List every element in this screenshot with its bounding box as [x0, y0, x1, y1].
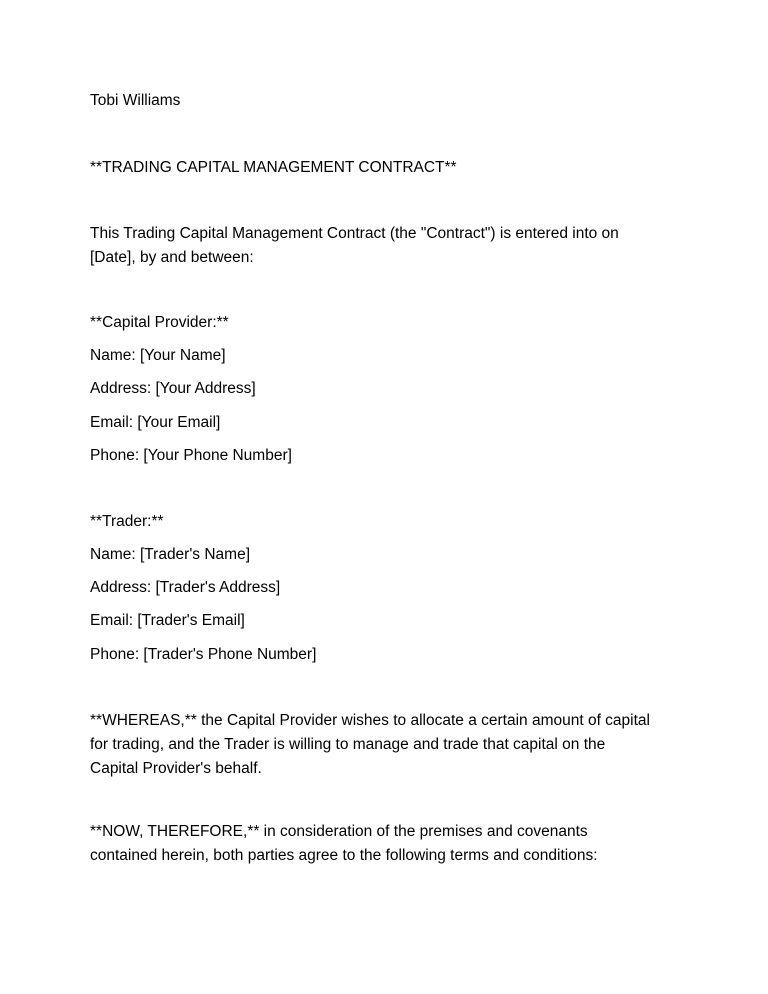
trader-address: Address: [Trader's Address] [90, 579, 281, 596]
whereas-line-3: Capital Provider's behalf. [90, 760, 262, 777]
trader-heading: **Trader:** [90, 513, 164, 530]
now-therefore-line-1: **NOW, THEREFORE,** in consideration of the premises and covenants [90, 823, 588, 840]
trader-name: Name: [Trader's Name] [90, 546, 251, 563]
trader-phone: Phone: [Trader's Phone Number] [90, 646, 317, 663]
now-therefore-paragraph [90, 820, 690, 868]
capital-provider-heading: **Capital Provider:** [90, 314, 229, 331]
trader-email: Email: [Trader's Email] [90, 612, 245, 629]
whereas-line-2: for trading, and the Trader is willing to manage and trade that capital on the [90, 736, 606, 753]
intro-line-2: [Date], by and between: [90, 249, 254, 266]
capital-provider-phone: Phone: [Your Phone Number] [90, 447, 292, 464]
now-therefore-line-2: contained herein, both parties agree to the following terms and conditions: [90, 847, 598, 864]
capital-provider-address: Address: [Your Address] [90, 380, 256, 397]
whereas-paragraph [90, 709, 690, 781]
whereas-line-1: **WHEREAS,** the Capital Provider wishes to allocate a certain amount of capital [90, 712, 650, 729]
intro-line-1: This Trading Capital Management Contract (the "Contract") is entered into on [90, 225, 619, 242]
capital-provider-name: Name: [Your Name] [90, 347, 226, 364]
contract-title: **TRADING CAPITAL MANAGEMENT CONTRACT** [90, 159, 457, 176]
capital-provider-email: Email: [Your Email] [90, 414, 221, 431]
intro-paragraph [90, 222, 690, 270]
author-name: Tobi Williams [90, 92, 181, 109]
